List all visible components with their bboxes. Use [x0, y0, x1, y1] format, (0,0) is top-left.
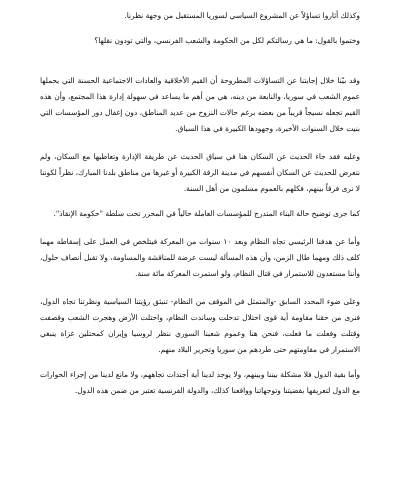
paragraph-other-states: وأما بقية الدول فلا مشكلة بيننا وبينهم، ولا يوجد لدينا أية أجندات تجاههم، ولا مانع لدينا من إجراء الحوارات مع الدول لتعريفها بقضيتنا وتوجهاتنا وواقعنا كذلك، والدولة الفرنسية تعتبر من ضمن هذه الدول. — [40, 370, 360, 395]
paragraph-main-goal: وأما عن هدفنا الرئيسي تجاه النظام وبعد ١٠ سنوات من المعركة فيتلخص في العمل على إسقاطه مهما كلف ذلك ومهما طال الزمن، وأن هذه المسألة ليست عرضة للمناقشة والمساومة، ولا تقبل أنصاف حلول، وأننا مستعدون للاستمرار في قتال النظام، ولو استمرت المعركة مائة سنة. — [40, 237, 360, 278]
paragraph-closing-question: وختموا بالقول: ما هي رسالتكم لكل من الحكومة والشعب الفرنسي، والتي تودون نقلها؟ — [94, 36, 360, 45]
paragraph-social-values: وقد بيّنا خلال إجابتنا عن التساؤلات المطروحة أن القيم الأخلاقية والعادات الاجتماعية الحسنة التي يحملها عموم الشعب في سوريا، والنابعة من دينه، هي من أهم ما يساعد في سهولة إدارة هذا المجتمع، وأن هذه القيم تجعله نسيجاً قريباً من بعضه برغم حالات النزوح من عديد المناطق، دون إغفال دور المؤسسات التي بنيت خلال السنوات الأخيرة، وجهودها الكبيرة في هذا السياق. — [40, 76, 360, 133]
paragraph-population: وعليه فقد جاء الحديث عن السكان هنا في سياق الحديث عن طريقة الإدارة وتعاطيها مع السكان، ولم نتعرض للحديث عن السكان أنفسهم في مدينة الرقة الكبيرة أو غيرها من مناطق بلدنا المبارك، نظراً لكوننا لا نرى فرقاً بينهم، فكلهم بالعموم مسلمون من أهل السنة. — [40, 152, 360, 193]
paragraph-political-project: وكذلك أثاروا تساؤلاً عن المشروع السياسي لسوريا المستقبل من وجهة نظرنا. — [124, 11, 360, 20]
paragraph-political-vision: وعلى ضوء المحدد السابق -والمتمثل في الموقف من النظام- تنبثق رؤيتنا السياسية ونظرتنا تجاه الدول، فنرى من حقنا مقاومة أية قوى احتلال تدخلت وساندت النظام، واحتلت الأرض وهجرت الشعب وقصفت وقتلت وفعلت ما فعلت، فنحن هنا وعموم شعبنا السوري ننظر لروسيا وإيران كمحتلين غزاة ينبغي الاستمرار في مقاومتهم حتى طردهم من سوريا وتحرير البلاد منهم. — [40, 297, 360, 354]
paragraph-institutions: كما جرى توضيح حالة البناء المتدرج للمؤسسات العاملة حالياً في المحرر تحت سلطة "حكومة الإنقاذ". — [53, 209, 360, 218]
